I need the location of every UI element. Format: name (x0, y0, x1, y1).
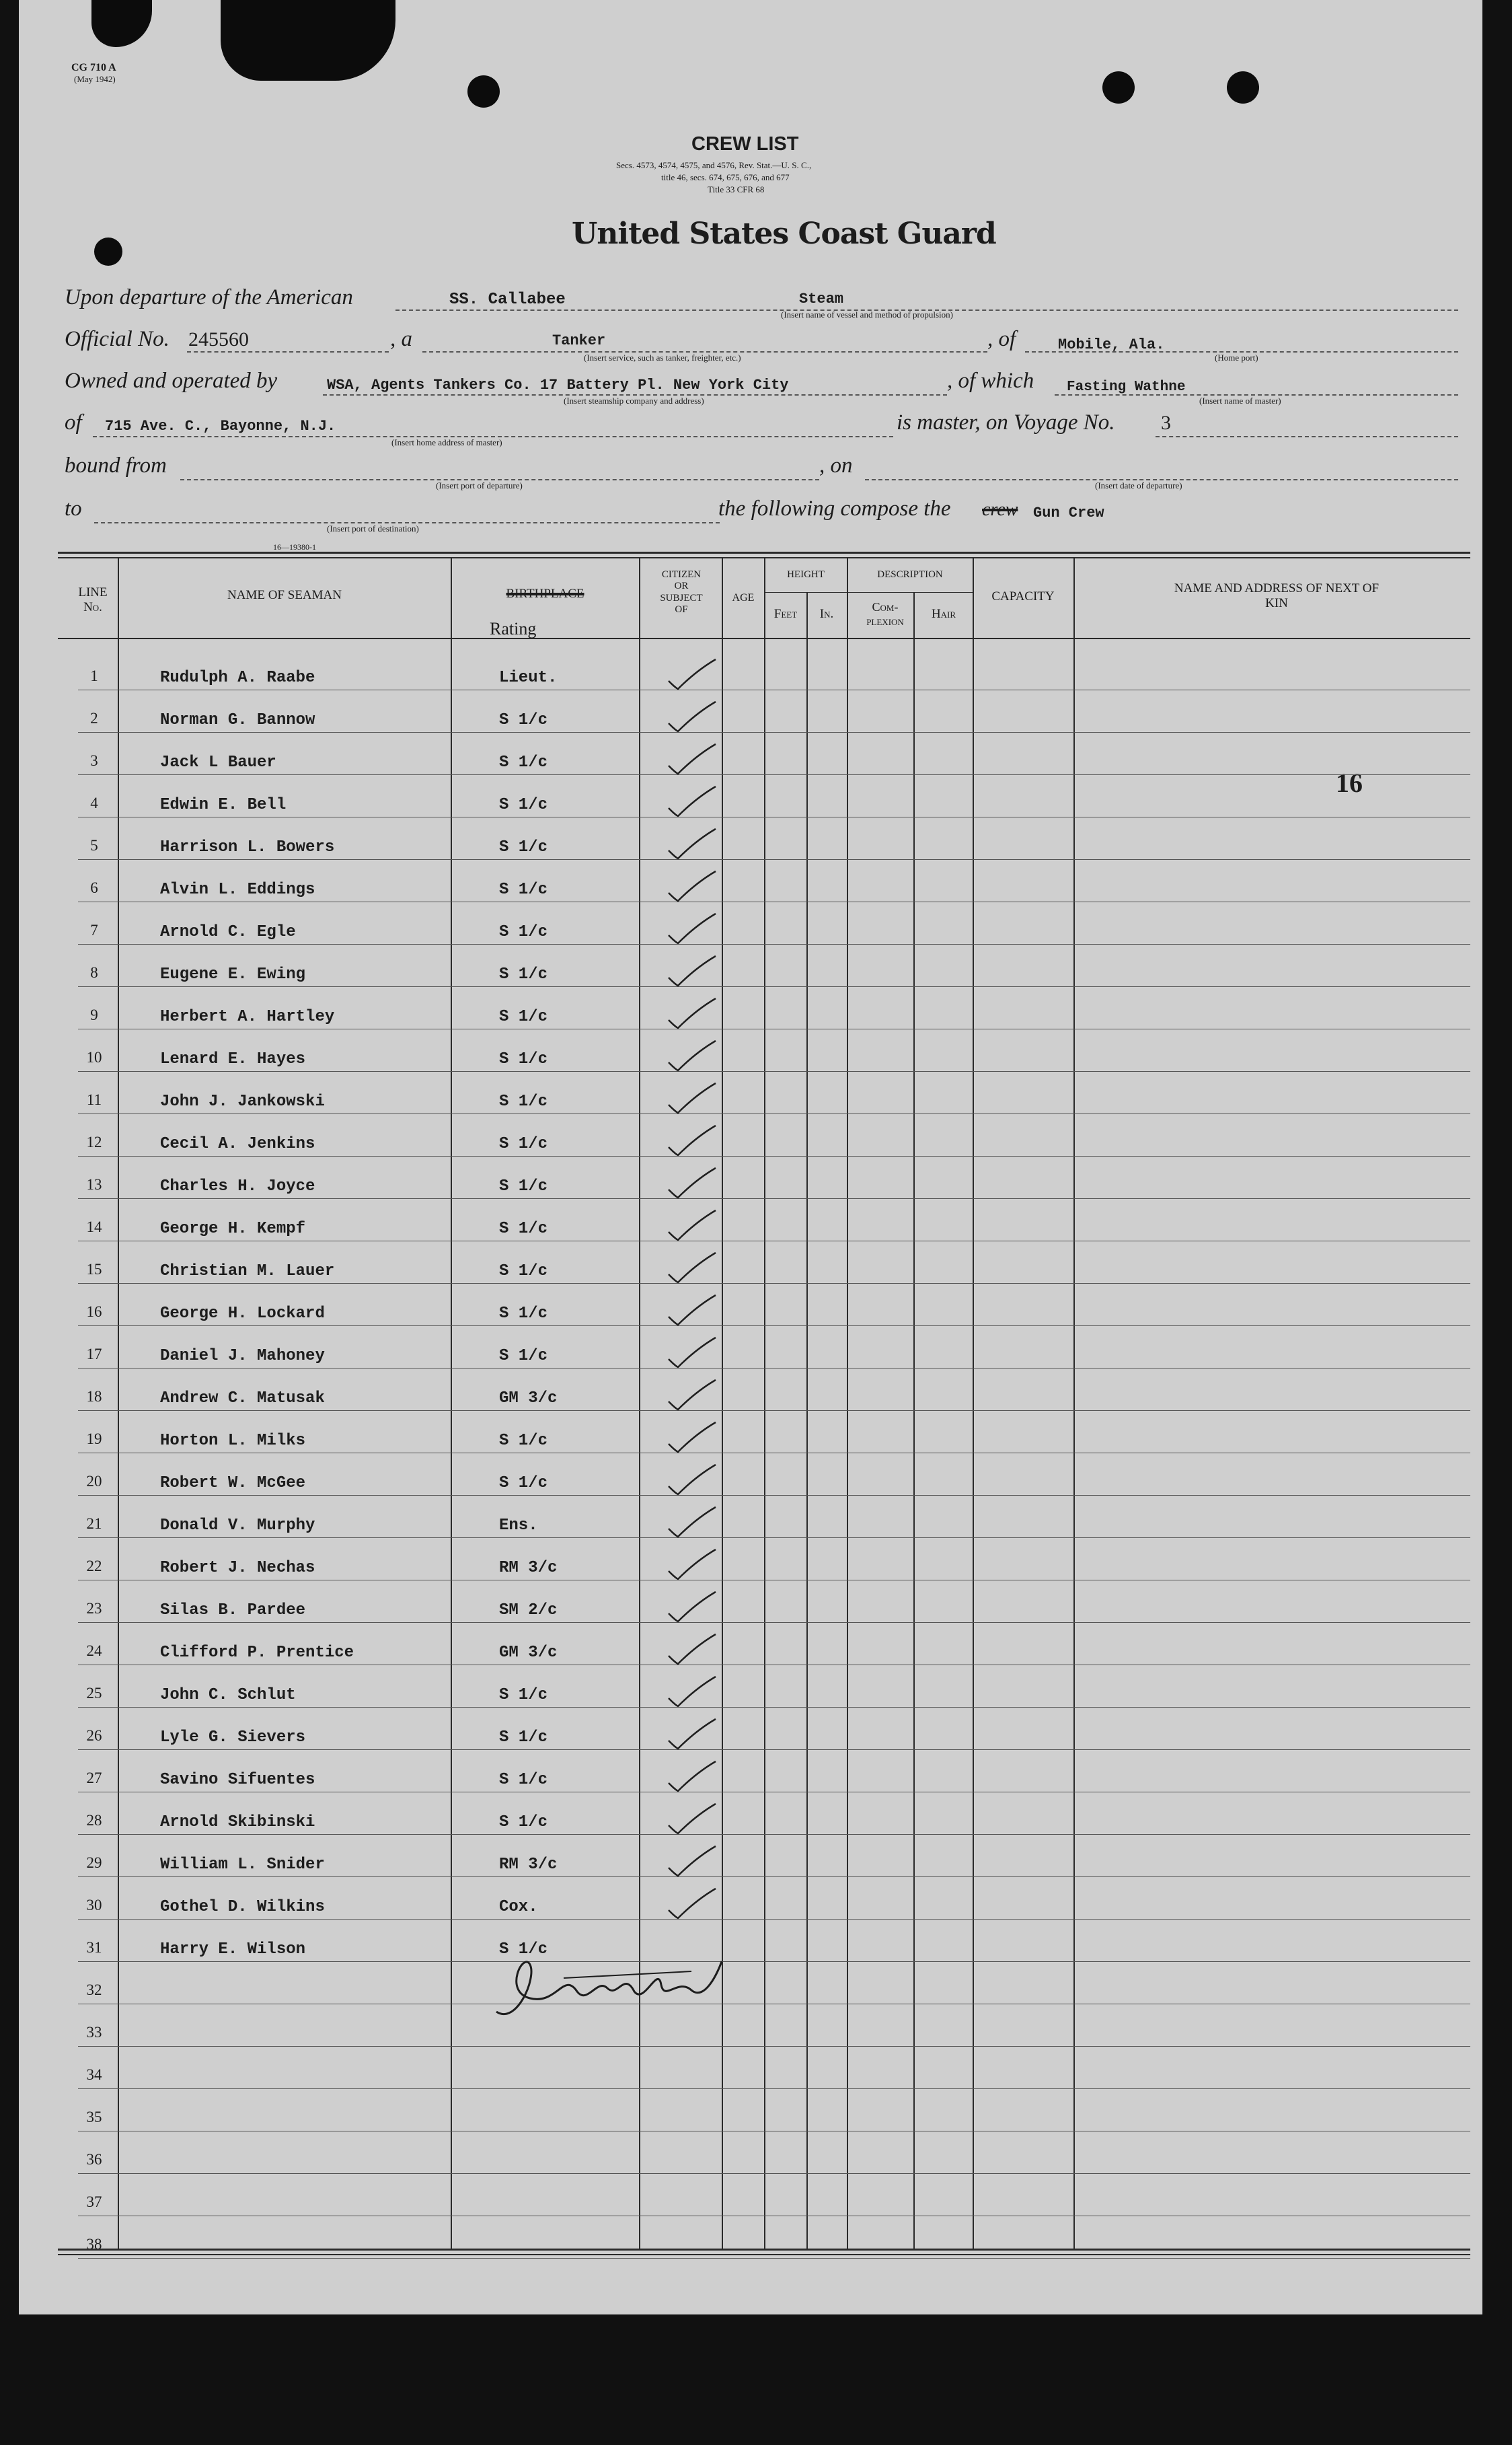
row-line-number: 14 (86, 1218, 102, 1235)
row-line-number: 10 (86, 1049, 102, 1066)
seaman-rating: Lieut. (499, 669, 558, 687)
seaman-rating: S 1/c (499, 1432, 548, 1450)
vessel-name: SS. Callabee (449, 291, 566, 309)
th-rating: Rating (490, 619, 537, 638)
on-label: , on (819, 453, 853, 478)
row-rule (78, 859, 1470, 860)
seaman-rating: S 1/c (499, 923, 548, 941)
th-height: HEIGHT (787, 569, 825, 580)
citizen-check-mark (665, 1418, 718, 1459)
col-rule (1073, 558, 1075, 2249)
agency-title: United States Coast Guard (572, 217, 996, 251)
seaman-name: Lenard E. Hayes (160, 1050, 306, 1068)
row-rule (78, 1283, 1470, 1284)
seaman-rating: S 1/c (499, 711, 548, 729)
row-rule (78, 1071, 1470, 1072)
print-code: 16—19380-1 (273, 542, 316, 552)
crew-list-form (19, 0, 1482, 2314)
seaman-name: John J. Jankowski (160, 1093, 325, 1111)
row-rule (78, 1198, 1470, 1199)
row-line-number: 32 (86, 1981, 102, 1998)
seaman-name: Daniel J. Mahoney (160, 1347, 325, 1365)
seaman-name: Harrison L. Bowers (160, 838, 335, 856)
citizen-check-mark (665, 1376, 718, 1416)
citizen-check-mark (665, 1545, 718, 1586)
seaman-rating: S 1/c (499, 1940, 548, 1959)
row-line-number: 26 (86, 1727, 102, 1744)
of-which-label: , of which (947, 369, 1034, 393)
th-hair: Hair (931, 607, 956, 621)
citizen-check-mark (665, 1800, 718, 1840)
master-name: Fasting Wathne (1067, 379, 1186, 395)
seaman-rating: SM 2/c (499, 1601, 558, 1619)
seaman-rating: S 1/c (499, 1262, 548, 1280)
seaman-name: Charles H. Joyce (160, 1177, 315, 1196)
owner: WSA, Agents Tankers Co. 17 Battery Pl. New York City (327, 377, 789, 394)
row-line-number: 17 (86, 1346, 102, 1362)
th-capacity: CAPACITY (991, 589, 1055, 604)
citizen-check-mark (665, 1885, 718, 1925)
a-label: , a (390, 327, 412, 351)
seaman-name: John C. Schlut (160, 1686, 296, 1704)
seaman-name: Donald V. Murphy (160, 1517, 315, 1535)
row-line-number: 18 (86, 1388, 102, 1405)
row-line-number: 9 (90, 1007, 98, 1023)
statutes-line-2: title 46, secs. 674, 675, 676, and 677 (661, 172, 790, 182)
punch-hole (1102, 71, 1135, 104)
citizen-check-mark (665, 655, 718, 696)
seaman-name: Jack L Bauer (160, 754, 276, 772)
seaman-rating: S 1/c (499, 1135, 548, 1153)
seaman-rating: Ens. (499, 1517, 538, 1535)
seaman-name: George H. Kempf (160, 1220, 306, 1238)
hint-home-port: (Home port) (1215, 353, 1258, 363)
seaman-rating: S 1/c (499, 965, 548, 984)
hint-port-departure: (Insert port of departure) (436, 480, 523, 490)
row-line-number: 5 (90, 837, 98, 854)
seaman-name: Cecil A. Jenkins (160, 1135, 315, 1153)
th-description: DESCRIPTION (877, 569, 943, 580)
row-line-number: 8 (90, 964, 98, 981)
seaman-name: Silas B. Pardee (160, 1601, 306, 1619)
seaman-name: Robert J. Nechas (160, 1559, 315, 1577)
col-rule (764, 558, 765, 2249)
row-line-number: 37 (86, 2193, 102, 2210)
row-line-number: 25 (86, 1685, 102, 1702)
row-line-number: 7 (90, 922, 98, 939)
th-feet: Feet (773, 607, 798, 621)
seaman-name: Norman G. Bannow (160, 711, 315, 729)
citizen-check-mark (665, 698, 718, 738)
is-master-label: is master, on Voyage No. (897, 410, 1115, 435)
seaman-rating: S 1/c (499, 881, 548, 899)
row-line-number: 22 (86, 1558, 102, 1574)
of2-label: of (65, 410, 82, 435)
citizen-check-mark (665, 1588, 718, 1628)
citizen-check-mark (665, 1334, 718, 1374)
form-title: CREW LIST (691, 133, 799, 155)
row-rule (78, 1749, 1470, 1750)
departure-label: Upon departure of the American (65, 285, 353, 309)
seaman-rating: S 1/c (499, 1050, 548, 1068)
seaman-name: Arnold C. Egle (160, 923, 296, 941)
to-label: to (65, 497, 82, 521)
row-line-number: 3 (90, 752, 98, 769)
seaman-name: Herbert A. Hartley (160, 1008, 335, 1026)
citizen-check-mark (665, 1503, 718, 1543)
seaman-name: George H. Lockard (160, 1305, 325, 1323)
row-rule (78, 1537, 1470, 1538)
row-rule (78, 1156, 1470, 1157)
seaman-rating: S 1/c (499, 1305, 548, 1323)
citizen-check-mark (665, 910, 718, 950)
subheader-rule (764, 592, 973, 593)
table-bottom-rule (58, 2249, 1470, 2251)
seaman-rating: GM 3/c (499, 1389, 558, 1408)
citizen-check-mark (665, 825, 718, 865)
seaman-rating: S 1/c (499, 796, 548, 814)
seaman-rating: S 1/c (499, 754, 548, 772)
row-rule (78, 1876, 1470, 1877)
row-line-number: 36 (86, 2151, 102, 2168)
seaman-rating: S 1/c (499, 1771, 548, 1789)
hint-date-departure: (Insert date of departure) (1095, 480, 1182, 490)
row-line-number: 12 (86, 1134, 102, 1151)
bound-from-label: bound from (65, 453, 167, 478)
row-rule (78, 1707, 1470, 1708)
seaman-rating: S 1/c (499, 1813, 548, 1831)
col-rule (913, 592, 915, 2249)
master-address-text: 715 Ave. C., Bayonne, N.J. (105, 418, 336, 435)
citizen-check-mark (665, 1673, 718, 1713)
citizen-check-mark (665, 1037, 718, 1077)
seaman-rating: GM 3/c (499, 1644, 558, 1662)
seaman-name: Gothel D. Wilkins (160, 1898, 325, 1916)
citizen-check-mark (665, 1461, 718, 1501)
citizen-check-mark (665, 994, 718, 1035)
statutes-line-1: Secs. 4573, 4574, 4575, and 4576, Rev. Stat.—U. S. C., (616, 160, 812, 170)
row-line-number: 16 (86, 1303, 102, 1320)
citizen-check-mark (665, 1206, 718, 1247)
row-rule (78, 2088, 1470, 2089)
seaman-name: William L. Snider (160, 1856, 325, 1874)
seaman-name: Edwin E. Bell (160, 796, 287, 814)
row-line-number: 4 (90, 795, 98, 811)
table-top-rule (58, 552, 1470, 554)
row-rule (78, 1368, 1470, 1369)
seaman-rating: S 1/c (499, 1728, 548, 1747)
th-age: AGE (732, 592, 755, 604)
seaman-rating: S 1/c (499, 838, 548, 856)
hint-company: (Insert steamship company and address) (564, 396, 704, 406)
seaman-name: Alvin L. Eddings (160, 881, 315, 899)
th-complexion: Com-plexion (866, 600, 904, 628)
row-line-number: 24 (86, 1642, 102, 1659)
row-rule (78, 944, 1470, 945)
row-rule (78, 1410, 1470, 1411)
row-line-number: 1 (90, 667, 98, 684)
row-line-number: 29 (86, 1854, 102, 1871)
citizen-check-mark (665, 740, 718, 780)
row-line-number: 31 (86, 1939, 102, 1956)
crew-type: Gun Crew (1033, 505, 1104, 521)
owned-label: Owned and operated by (65, 369, 278, 393)
row-line-number: 6 (90, 879, 98, 896)
row-rule (78, 732, 1470, 733)
following-label: the following compose the (718, 497, 951, 521)
row-line-number: 27 (86, 1769, 102, 1786)
torn-edge (221, 0, 395, 81)
citizen-check-mark (665, 782, 718, 823)
signature (490, 1951, 745, 2032)
of-label: , of (987, 327, 1016, 351)
form-date: (May 1942) (74, 74, 116, 84)
col-rule (451, 558, 452, 2249)
seaman-name: Savino Sifuentes (160, 1771, 315, 1789)
statutes-line-3: Title 33 CFR 68 (708, 184, 765, 194)
seaman-rating: S 1/c (499, 1686, 548, 1704)
row-line-number: 28 (86, 1812, 102, 1829)
citizen-check-mark (665, 1757, 718, 1798)
citizen-check-mark (665, 1249, 718, 1289)
hint-home-address: (Insert home address of master) (391, 437, 502, 447)
col-rule (847, 558, 848, 2249)
hint-master: (Insert name of master) (1199, 396, 1281, 406)
row-rule (78, 1325, 1470, 1326)
seaman-name: Lyle G. Sievers (160, 1728, 306, 1747)
row-rule (78, 1961, 1470, 1962)
row-line-number: 19 (86, 1430, 102, 1447)
th-name: NAME OF SEAMAN (227, 588, 342, 602)
th-in: In. (819, 607, 834, 621)
table-bottom-rule-2 (58, 2254, 1470, 2255)
torn-edge (91, 0, 152, 47)
seaman-rating: S 1/c (499, 1093, 548, 1111)
fill-line (187, 351, 389, 353)
home-port: Mobile, Ala. (1058, 336, 1165, 353)
row-rule (78, 1919, 1470, 1920)
seaman-rating: Cox. (499, 1898, 538, 1916)
seaman-name: Robert W. McGee (160, 1474, 306, 1492)
citizen-check-mark (665, 867, 718, 908)
seaman-rating: S 1/c (499, 1474, 548, 1492)
punch-hole (1227, 71, 1259, 104)
citizen-check-mark (665, 952, 718, 992)
seaman-rating: S 1/c (499, 1220, 548, 1238)
form-code: CG 710 A (71, 62, 116, 73)
seaman-name: Harry E. Wilson (160, 1940, 306, 1959)
row-rule (78, 1622, 1470, 1623)
row-line-number: 23 (86, 1600, 102, 1617)
row-line-number: 20 (86, 1473, 102, 1490)
seaman-name: Eugene E. Ewing (160, 965, 306, 984)
punch-hole (94, 238, 122, 266)
row-line-number: 34 (86, 2066, 102, 2083)
seaman-name: Christian M. Lauer (160, 1262, 335, 1280)
seaman-name: Horton L. Milks (160, 1432, 306, 1450)
vessel-propulsion: Steam (799, 291, 844, 307)
seaman-rating: S 1/c (499, 1347, 548, 1365)
row-line-number: 30 (86, 1897, 102, 1913)
row-line-number: 13 (86, 1176, 102, 1193)
official-no-label: Official No. (65, 327, 169, 351)
th-line-no: LINE No. (78, 585, 108, 614)
citizen-check-mark (665, 1842, 718, 1883)
row-rule (78, 986, 1470, 987)
row-rule (78, 2046, 1470, 2047)
fill-line (1156, 436, 1458, 437)
vessel-service: Tanker (552, 332, 606, 349)
row-line-number: 21 (86, 1515, 102, 1532)
th-next-of-kin: NAME AND ADDRESS OF NEXT OF KIN (1174, 581, 1379, 610)
seaman-name: Arnold Skibinski (160, 1813, 315, 1831)
seaman-name: Clifford P. Prentice (160, 1644, 354, 1662)
citizen-check-mark (665, 1122, 718, 1162)
crew-struck: crew (982, 499, 1018, 520)
row-line-number: 15 (86, 1261, 102, 1278)
row-rule (78, 774, 1470, 775)
col-rule (973, 558, 974, 2249)
seaman-rating: RM 3/c (499, 1856, 558, 1874)
row-line-number: 11 (86, 1091, 102, 1108)
row-line-number: 35 (86, 2109, 102, 2125)
row-rule (78, 1834, 1470, 1835)
row-line-number: 38 (86, 2236, 102, 2253)
page-number: 16 (1336, 768, 1363, 798)
seaman-rating: S 1/c (499, 1177, 548, 1196)
row-rule (78, 2258, 1470, 2259)
citizen-check-mark (665, 1715, 718, 1755)
citizen-check-mark (665, 1291, 718, 1331)
row-rule (78, 2173, 1470, 2174)
row-rule (78, 1495, 1470, 1496)
citizen-check-mark (665, 1630, 718, 1671)
row-line-number: 33 (86, 2024, 102, 2041)
th-birthplace-struck: BIRTHPLACE (506, 587, 584, 601)
seaman-name: Andrew C. Matusak (160, 1389, 325, 1408)
citizen-check-mark (665, 1079, 718, 1120)
master-address (105, 414, 336, 435)
seaman-rating: RM 3/c (499, 1559, 558, 1577)
punch-hole (467, 75, 500, 108)
seaman-name: Rudulph A. Raabe (160, 669, 315, 687)
hint-service: (Insert service, such as tanker, freighter, etc.) (584, 353, 741, 363)
official-no: 245560 (188, 328, 249, 351)
th-citizen: CITIZEN OR SUBJECT OF (660, 569, 703, 615)
voyage-no: 3 (1161, 412, 1171, 434)
row-line-number: 2 (90, 710, 98, 727)
citizen-check-mark (665, 1164, 718, 1204)
hint-vessel: (Insert name of vessel and method of propulsion) (781, 309, 953, 320)
col-rule (806, 592, 808, 2249)
seaman-rating: S 1/c (499, 1008, 548, 1026)
hint-destination: (Insert port of destination) (327, 523, 419, 534)
